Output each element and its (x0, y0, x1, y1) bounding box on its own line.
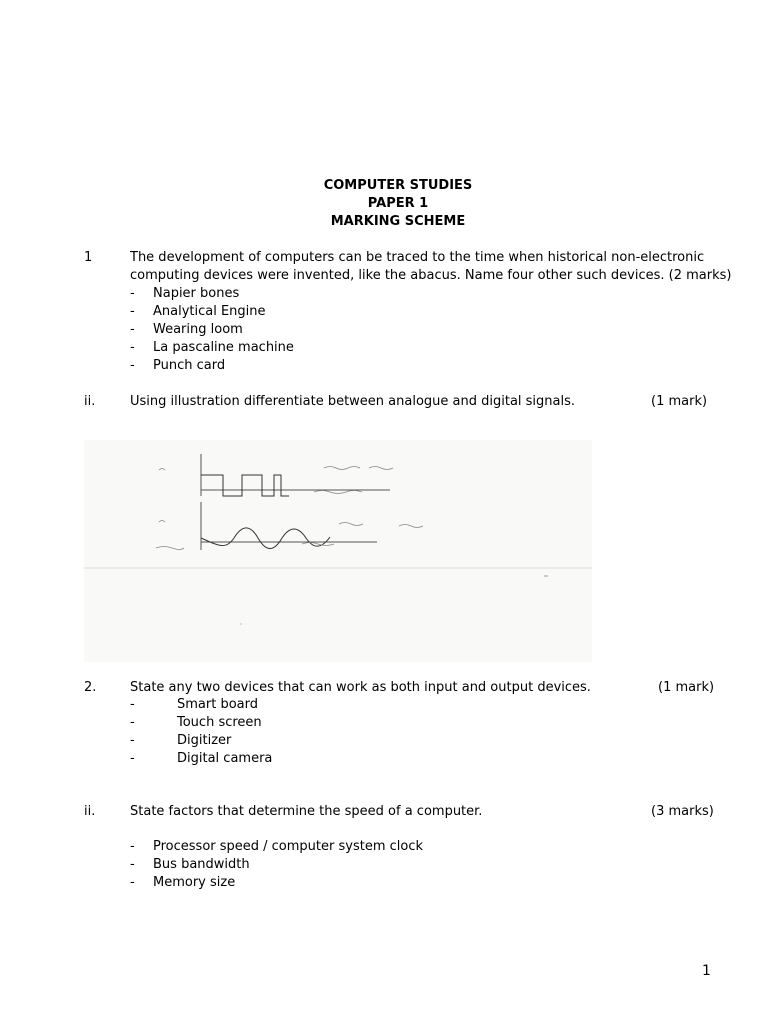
answer-item: Digital camera (177, 751, 273, 766)
answer-bullet: - (130, 751, 135, 766)
question-2-marks: (1 mark) (658, 680, 715, 695)
answer-item: Wearing loom (153, 322, 243, 337)
question-1-number: 1 (84, 250, 93, 265)
handwritten-annotation (159, 521, 165, 523)
page-number: 1 (702, 963, 711, 979)
handwritten-annotation (302, 543, 334, 546)
answer-bullet: - (130, 839, 135, 854)
handwritten-annotation (324, 467, 360, 470)
answer-bullet: - (130, 697, 135, 712)
answer-bullet: - (130, 715, 135, 730)
answer-item: Smart board (177, 697, 258, 712)
question-2ii-text: State factors that determine the speed of a computer. (130, 804, 483, 819)
handwritten-annotation (399, 525, 423, 528)
question-1ii-text: Using illustration differentiate between analogue and digital signals. (130, 394, 576, 409)
answer-bullet: - (130, 340, 135, 355)
answer-bullet: - (130, 322, 135, 337)
handwritten-annotation (156, 547, 184, 550)
handwritten-annotation (159, 469, 165, 471)
answer-item: La pascaline machine (153, 340, 294, 355)
question-1ii-marks: (1 mark) (651, 394, 708, 409)
doc-title-subject: COMPUTER STUDIES (323, 178, 473, 193)
answer-item: Napier bones (153, 286, 240, 301)
doc-title-paper: PAPER 1 (367, 196, 429, 211)
answer-item: Punch card (153, 358, 226, 373)
doc-title-scheme: MARKING SCHEME (330, 214, 466, 229)
question-2-number: 2. (84, 680, 97, 695)
question-1-text-line2: computing devices were invented, like the abacus. Name four other such devices. (2 marks) (130, 268, 732, 283)
handwritten-annotation (314, 491, 362, 494)
answer-item: Analytical Engine (153, 304, 266, 319)
answer-bullet: - (130, 733, 135, 748)
digital-waveform (201, 475, 289, 496)
answer-bullet: - (130, 286, 135, 301)
answer-bullet: - (130, 304, 135, 319)
answer-bullet: - (130, 358, 135, 373)
answer-item: Bus bandwidth (153, 857, 250, 872)
question-1-text-line1: The development of computers can be traced to the time when historical non-electronic (130, 250, 705, 265)
signal-sketch (84, 440, 592, 662)
question-2-text: State any two devices that can work as both input and output devices. (130, 680, 591, 695)
question-2ii-number: ii. (84, 804, 96, 819)
answer-item: Digitizer (177, 733, 232, 748)
signal-illustration-image (84, 440, 592, 662)
answer-item: Memory size (153, 875, 236, 890)
analogue-waveform (201, 528, 330, 549)
handwritten-annotation (339, 523, 363, 526)
answer-item: Processor speed / computer system clock (153, 839, 424, 854)
question-2ii-marks: (3 marks) (651, 804, 714, 819)
handwritten-annotation (369, 467, 393, 470)
question-1ii-number: ii. (84, 394, 96, 409)
answer-bullet: - (130, 857, 135, 872)
answer-item: Touch screen (177, 715, 262, 730)
answer-bullet: - (130, 875, 135, 890)
